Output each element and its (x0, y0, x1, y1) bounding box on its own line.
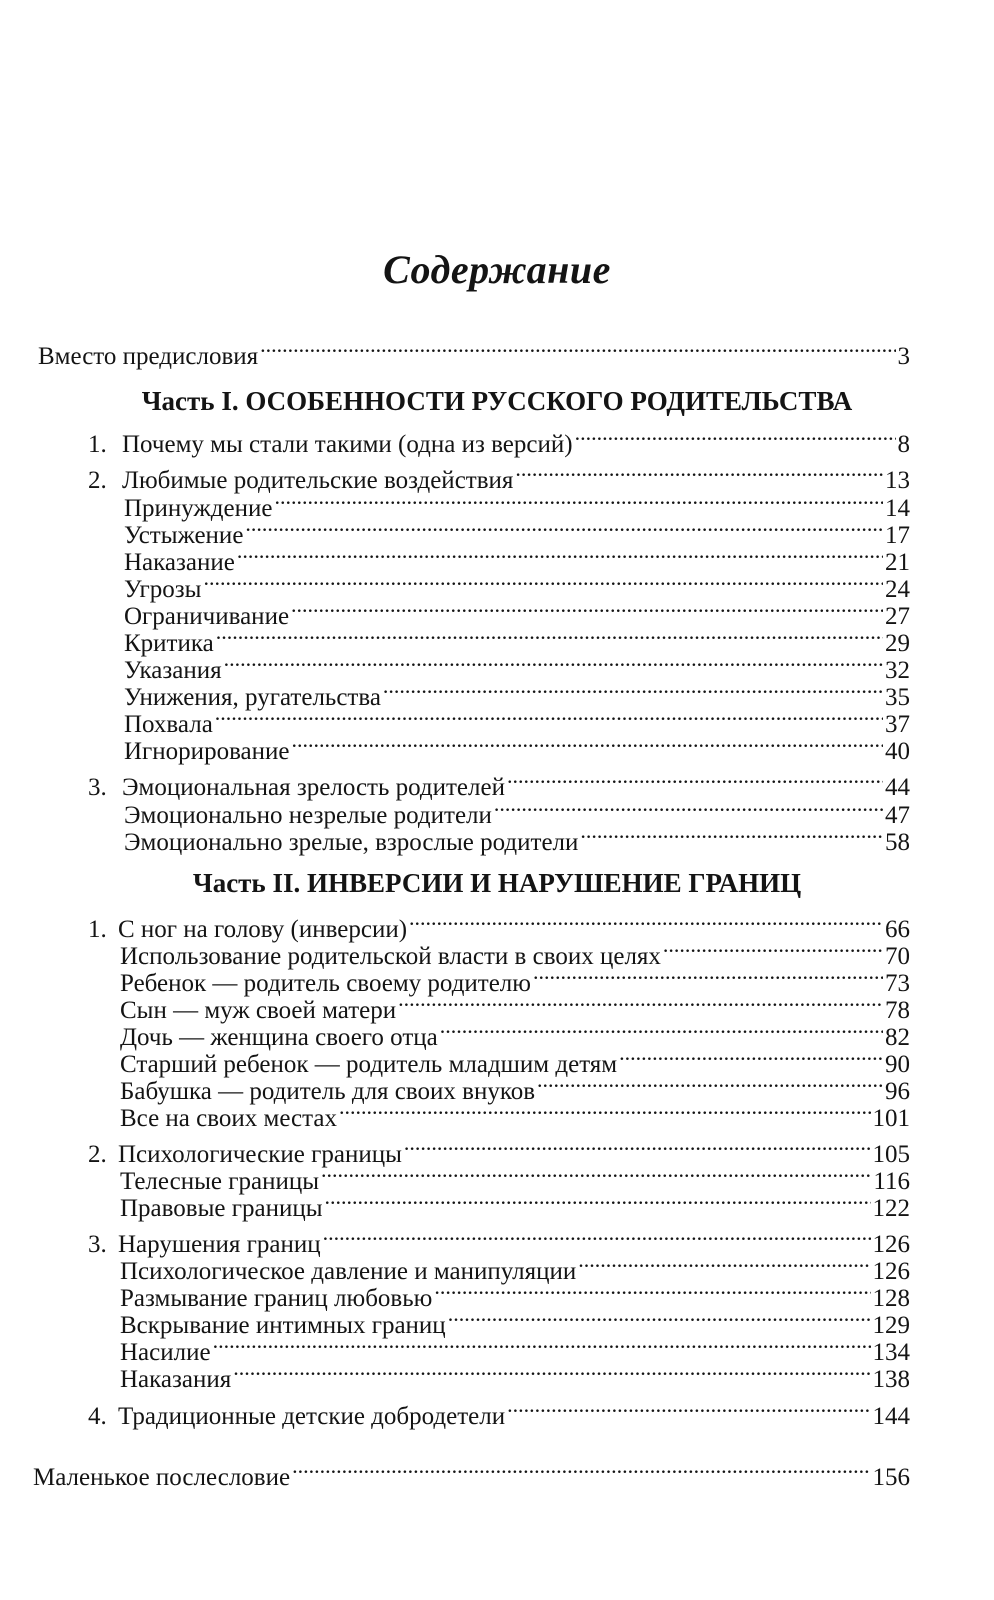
leader-dots (224, 650, 883, 678)
toc-entry-text: Правовые границы (120, 1195, 323, 1222)
toc-entry-text: Все на своих местах (120, 1105, 337, 1132)
toc-entry-page: 78 (885, 997, 910, 1024)
page-title: Содержание (383, 247, 611, 292)
toc-entry-page: 156 (872, 1464, 910, 1491)
toc-entry-page: 58 (885, 829, 910, 856)
toc-entry-text: Наказание (124, 549, 235, 576)
toc-entry-text: Сын — муж своей матери (120, 997, 397, 1024)
leader-dots (494, 795, 883, 823)
toc-entry-page: 13 (885, 467, 910, 494)
part1-heading: Часть I. ОСОБЕННОСТИ РУССКОГО РОДИТЕЛЬСТВА (141, 386, 853, 416)
toc-entry-text: Указания (124, 657, 222, 684)
toc-entry-page: 35 (885, 684, 910, 711)
toc-entry-text: Угрозы (124, 576, 202, 603)
leader-dots (533, 963, 883, 991)
leader-dots (213, 1332, 871, 1360)
toc-entry-page: 14 (885, 495, 910, 522)
toc-subentry[interactable] (120, 1098, 910, 1133)
toc-entry-page: 21 (885, 549, 910, 576)
toc-entry[interactable] (88, 1396, 910, 1431)
toc-entry-text: Эмоционально зрелые, взрослые родители (124, 829, 579, 856)
leader-dots (321, 1161, 871, 1189)
toc-entry-page: 29 (885, 630, 910, 657)
leader-dots (507, 767, 883, 795)
toc-entry-text: Эмоциональная зрелость родителей (122, 774, 505, 801)
leader-dots (537, 1071, 883, 1099)
leader-dots (404, 1134, 871, 1162)
toc-entry-page: 47 (885, 802, 910, 829)
toc-entry-page: 90 (885, 1051, 910, 1078)
toc-entry-number: 4. (88, 1403, 107, 1430)
toc-entry-text: С ног на голову (инверсии) (118, 916, 408, 943)
leader-dots (291, 596, 883, 624)
leader-dots (215, 704, 883, 732)
leader-dots (515, 460, 883, 488)
toc-entry-number: 1. (88, 431, 107, 458)
part2-heading: Часть II. ИНВЕРСИИ И НАРУШЕНИЕ ГРАНИЦ (192, 868, 802, 898)
toc-entry-page: 40 (885, 738, 910, 765)
toc-entry-number: 2. (88, 467, 107, 494)
toc-entry-text: Похвала (124, 711, 213, 738)
toc-entry-page: 70 (885, 943, 910, 970)
toc-entry-afterword[interactable] (33, 1457, 910, 1492)
toc-entry-number: 3. (88, 774, 107, 801)
leader-dots (580, 822, 883, 850)
leader-dots (292, 731, 884, 759)
toc-entry-text: Унижения, ругательства (124, 684, 381, 711)
leader-dots (409, 909, 883, 937)
toc-entry-text: Телесные границы (120, 1168, 320, 1195)
toc-entry-text: Использование родительской власти в своих целях (120, 943, 661, 970)
leader-dots (260, 336, 895, 364)
leader-dots (448, 1305, 871, 1333)
leader-dots (274, 488, 883, 516)
toc-entry-text: Психологическое давление и манипуляции (120, 1258, 577, 1285)
toc-entry-text: Бабушка — родитель для своих внуков (120, 1078, 536, 1105)
leader-dots (339, 1098, 871, 1126)
toc-entry-text: Маленькое послесловие (33, 1464, 291, 1491)
leader-dots (233, 1359, 870, 1387)
toc-entry-preface[interactable] (38, 336, 910, 371)
toc-entry-text: Насилие (120, 1339, 211, 1366)
toc-entry-page: 101 (872, 1105, 910, 1132)
toc-entry-page: 24 (885, 576, 910, 603)
toc-subentry[interactable] (124, 731, 910, 766)
leader-dots (575, 424, 896, 452)
toc-entry-page: 27 (885, 603, 910, 630)
toc-entry-page: 17 (885, 522, 910, 549)
toc-entry-page: 32 (885, 657, 910, 684)
leader-dots (203, 569, 883, 597)
leader-dots (619, 1044, 883, 1072)
leader-dots (216, 623, 883, 651)
leader-dots (398, 990, 883, 1018)
toc-entry-text: Принуждение (124, 495, 273, 522)
toc-entry-text: Вместо предисловия (38, 343, 259, 370)
toc-entry-text: Размывание границ любовью (120, 1285, 433, 1312)
toc-entry-text: Устыжение (124, 522, 244, 549)
toc-entry-page: 37 (885, 711, 910, 738)
toc-entry-page: 128 (872, 1285, 910, 1312)
toc-entry-page: 3 (897, 343, 910, 370)
leader-dots (237, 542, 883, 570)
toc-entry-number: 2. (88, 1141, 107, 1168)
toc-entry-page: 116 (873, 1168, 910, 1195)
toc-entry-text: Старший ребенок — родитель младшим детям (120, 1051, 618, 1078)
toc-entry-page: 96 (885, 1078, 910, 1105)
leader-dots (663, 936, 883, 964)
toc-entry-text: Любимые родительские воздействия (122, 467, 514, 494)
leader-dots (434, 1278, 870, 1306)
leader-dots (440, 1017, 883, 1045)
leader-dots (245, 515, 883, 543)
toc-entry-text: Критика (124, 630, 214, 657)
leader-dots (325, 1188, 871, 1216)
toc-entry-text: Вскрывание интимных границ (120, 1312, 446, 1339)
toc-entry-page: 44 (885, 774, 910, 801)
toc-entry-page: 144 (872, 1403, 910, 1430)
toc-entry-page: 129 (872, 1312, 910, 1339)
toc-entry-text: Ребенок — родитель своему родителю (120, 970, 531, 997)
leader-dots (578, 1251, 870, 1279)
toc-entry-text: Игнорирование (124, 738, 290, 765)
toc-entry-text: Наказания (120, 1366, 232, 1393)
toc-entry-page: 122 (872, 1195, 910, 1222)
toc-entry-number: 3. (88, 1231, 107, 1258)
toc-entry-text: Эмоционально незрелые родители (124, 802, 492, 829)
toc-entry-page: 73 (885, 970, 910, 997)
toc-entry-text: Дочь — женщина своего отца (120, 1024, 438, 1051)
toc-entry-text: Нарушения границ (118, 1231, 321, 1258)
toc-entry-number: 1. (88, 916, 107, 943)
toc-entry-page: 134 (872, 1339, 910, 1366)
toc-entry-text: Ограничивание (124, 603, 290, 630)
toc-entry[interactable] (88, 424, 910, 459)
leader-dots (507, 1396, 870, 1424)
toc-entry-page: 8 (897, 431, 910, 458)
toc-entry-text: Психологические границы (118, 1141, 402, 1168)
toc-entry-text: Традиционные детские добродетели (118, 1403, 506, 1430)
leader-dots (383, 677, 883, 705)
toc-entry-page: 126 (872, 1258, 910, 1285)
toc-entry-page: 138 (872, 1366, 910, 1393)
toc-entry-page: 105 (872, 1141, 910, 1168)
toc-subentry[interactable] (120, 1188, 910, 1223)
toc-entry-page: 82 (885, 1024, 910, 1051)
leader-dots (292, 1457, 870, 1485)
leader-dots (323, 1224, 871, 1252)
toc-entry-page: 126 (872, 1231, 910, 1258)
toc-subentry[interactable] (120, 1359, 910, 1394)
toc-entry-page: 66 (885, 916, 910, 943)
toc-entry-text: Почему мы стали такими (одна из версий) (122, 431, 573, 458)
toc-subentry[interactable] (124, 822, 910, 857)
